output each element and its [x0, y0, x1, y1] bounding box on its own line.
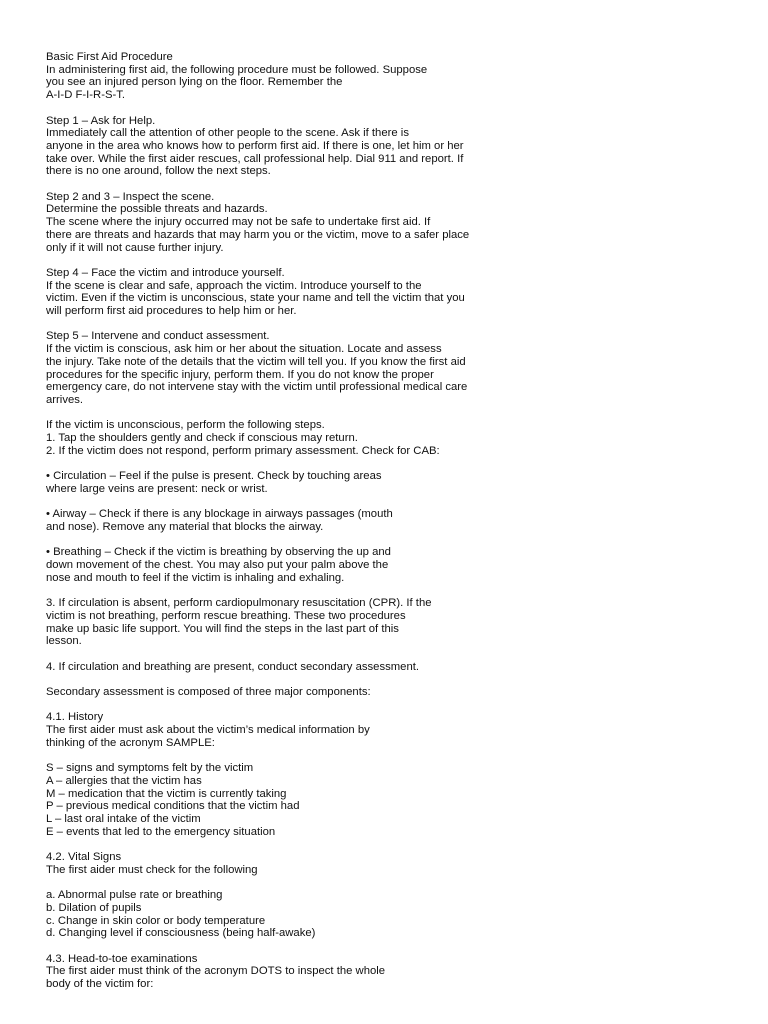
text-line: The first aider must check for the following [46, 863, 258, 876]
paragraph-head-to-toe [46, 953, 746, 991]
paragraph-vital-list [46, 889, 746, 940]
text-line: victim. Even if the victim is unconscious, state your name and tell the victim that you [46, 292, 465, 305]
text-line: emergency care, do not intervene stay with the victim until professional medical care [46, 381, 468, 394]
text-line: Immediately call the attention of other people to the scene. Ask if there is [46, 127, 409, 140]
text-line: Step 4 – Face the victim and introduce yourself. [46, 266, 285, 279]
text-line: 4.3. Head-to-toe examinations [46, 952, 198, 965]
text-line: If the scene is clear and safe, approach the victim. Introduce yourself to the [46, 279, 422, 292]
paragraph-step-4 [46, 267, 746, 318]
text-line: b. Dilation of pupils [46, 901, 142, 914]
text-line: nose and mouth to feel if the victim is inhaling and exhaling. [46, 571, 345, 584]
text-line: body of the victim for: [46, 978, 154, 991]
paragraph-step-2-3 [46, 191, 746, 255]
text-line: arrives. [46, 393, 84, 406]
text-line: The first aider must ask about the victim’s medical information by [46, 724, 370, 737]
text-line: there is no one around, follow the next steps. [46, 165, 271, 178]
text-line: S – signs and symptoms felt by the victim [46, 762, 254, 775]
text-line: Determine the possible threats and hazards. [46, 203, 268, 216]
text-line: 3. If circulation is absent, perform cardiopulmonary resuscitation (CPR). If the [46, 597, 432, 610]
text-line: only if it will not cause further injury. [46, 241, 224, 254]
text-line: Step 1 – Ask for Help. [46, 114, 156, 127]
paragraph-sample [46, 762, 746, 838]
text-line: thinking of the acronym SAMPLE: [46, 736, 215, 749]
text-line: 2. If the victim does not respond, perform primary assessment. Check for CAB: [46, 444, 440, 457]
text-line: the injury. Take note of the details that the victim will tell you. If you know the first aid [46, 355, 466, 368]
text-line: victim is not breathing, perform rescue breathing. These two procedures [46, 609, 406, 622]
paragraph-unconscious-steps [46, 419, 746, 457]
text-line: If the victim is conscious, ask him or her about the situation. Locate and assess [46, 343, 442, 356]
text-line: c. Change in skin color or body temperature [46, 914, 266, 927]
paragraph-circulation [46, 470, 746, 495]
text-line: you see an injured person lying on the floor. Remember the [46, 76, 343, 89]
text-line: • Airway – Check if there is any blockage in airways passages (mouth [46, 508, 393, 521]
text-line: 4.1. History [46, 711, 104, 724]
text-line: In administering first aid, the following procedure must be followed. Suppose [46, 63, 428, 76]
text-line: where large veins are present: neck or wrist. [46, 482, 268, 495]
paragraph-history [46, 711, 746, 749]
document-page [46, 51, 746, 1003]
paragraph-airway [46, 508, 746, 533]
text-line: lesson. [46, 635, 82, 648]
paragraph-intro [46, 51, 746, 102]
text-line: anyone in the area who knows how to perform first aid. If there is one, let him or her [46, 139, 464, 152]
text-line: make up basic life support. You will find the steps in the last part of this [46, 622, 399, 635]
text-line: L – last oral intake of the victim [46, 812, 201, 825]
text-line: Secondary assessment is composed of three major components: [46, 685, 371, 698]
text-line: 1. Tap the shoulders gently and check if conscious may return. [46, 432, 358, 445]
text-line: Basic First Aid Procedure [46, 51, 173, 63]
text-line: P – previous medical conditions that the victim had [46, 800, 300, 813]
text-line: take over. While the first aider rescues, call professional help. Dial 911 and report. If [46, 152, 464, 165]
text-line: The first aider must think of the acronym DOTS to inspect the whole [46, 965, 386, 978]
text-line: a. Abnormal pulse rate or breathing [46, 889, 223, 902]
text-line: Step 5 – Intervene and conduct assessment. [46, 330, 270, 343]
text-line: The scene where the injury occurred may not be safe to undertake first aid. If [46, 216, 431, 229]
text-line: If the victim is unconscious, perform the following steps. [46, 419, 325, 432]
paragraph-breathing [46, 546, 746, 584]
paragraph-step-1 [46, 115, 746, 179]
text-line: and nose). Remove any material that blocks the airway. [46, 520, 324, 533]
paragraph-vital-signs [46, 851, 746, 876]
text-line: procedures for the specific injury, perform them. If you do not know the proper [46, 368, 434, 381]
text-line: • Circulation – Feel if the pulse is present. Check by touching areas [46, 470, 382, 483]
text-line: M – medication that the victim is currently taking [46, 787, 287, 800]
text-line: 4. If circulation and breathing are present, conduct secondary assessment. [46, 660, 420, 673]
text-line: 4.2. Vital Signs [46, 851, 122, 864]
text-line: A – allergies that the victim has [46, 774, 202, 787]
paragraph-secondary-components [46, 686, 746, 699]
text-line: Step 2 and 3 – Inspect the scene. [46, 190, 215, 203]
text-line: d. Changing level if consciousness (being half-awake) [46, 927, 316, 940]
text-line: E – events that led to the emergency situation [46, 825, 276, 838]
paragraph-secondary-intro [46, 661, 746, 674]
text-line: there are threats and hazards that may harm you or the victim, move to a safer place [46, 228, 470, 241]
text-line: will perform first aid procedures to help him or her. [46, 305, 297, 318]
text-line: A-I-D F-I-R-S-T. [46, 89, 126, 102]
text-line: down movement of the chest. You may also put your palm above the [46, 559, 389, 571]
paragraph-cpr [46, 597, 746, 648]
paragraph-step-5 [46, 330, 746, 406]
text-line: • Breathing – Check if the victim is breathing by observing the up and [46, 546, 391, 559]
